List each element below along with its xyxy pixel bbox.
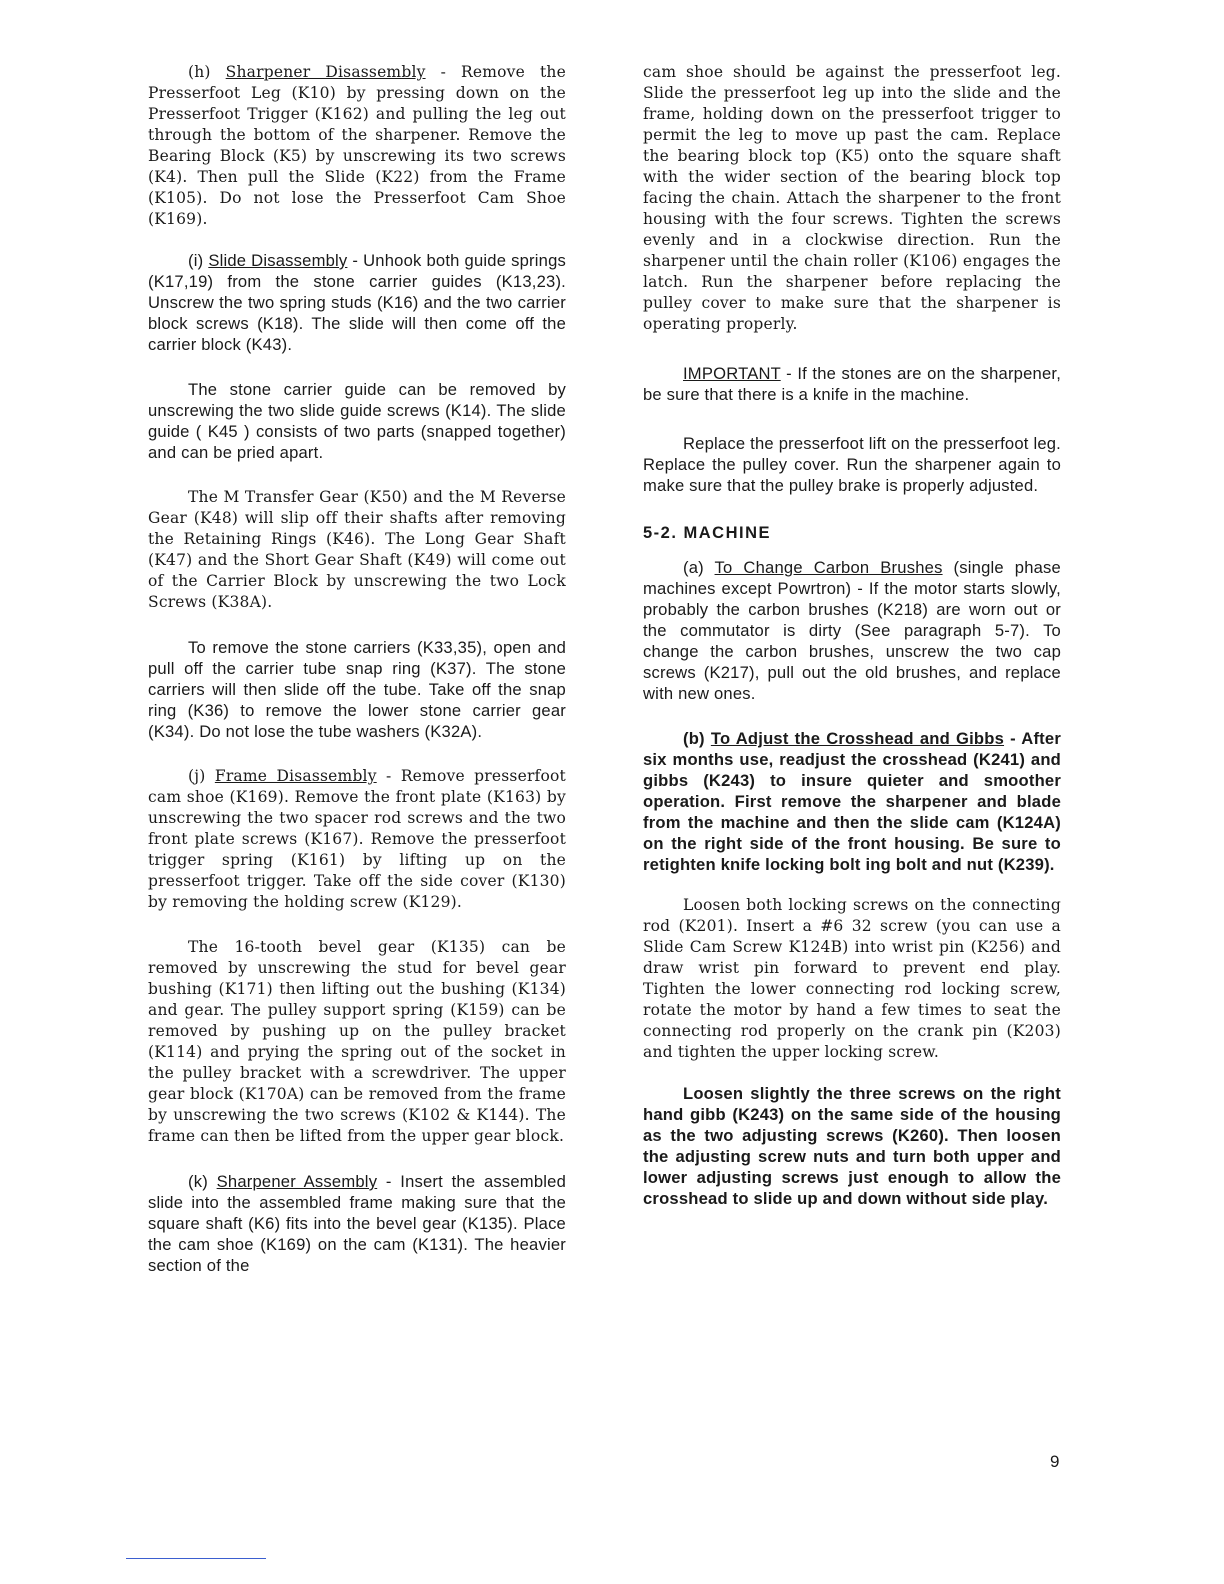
paragraph-sharpener-disassembly (148, 62, 566, 230)
section-heading: 5-2. MACHINE (643, 524, 772, 542)
paragraph-stone-carriers: To remove the stone carriers (K33,35), open and pull off the carrier tube snap ring (K37). The stone carriers will then slide off the tube. Take off the snap ring (K36) to remove the lower stone carrier gear (K34). Do not lose the tube washers (K32A). (148, 638, 566, 741)
step-body: - Insert the assembled slide into the assembled frame making sure that the square shaft (K6) fits into the bevel gear (K135). Place the cam shoe (K169) on the cam (K131). The heavier section of the (148, 1172, 567, 1275)
paragraph-bevel-gear: The 16-tooth bevel gear (K135) can be removed by unscrewing the stud for bevel gear bushing (K171) then lifting out the bushing (K134) and gear. The pulley support spring (K159) can be removed by pushing up on the pulley bracket (K114) and prying the spring out of the socket in the pulley bracket with a screwdriver. The upper gear block (K170A) can be removed from the frame by unscrewing the two screws (K102 & K144). The frame can then be lifted from the upper gear block. (148, 938, 566, 1145)
step-title: Slide Disassembly (208, 251, 348, 270)
right-column (643, 62, 1061, 1209)
step-title: Sharpener Assembly (216, 1172, 378, 1191)
important-title: IMPORTANT (683, 364, 781, 383)
step-title: Frame Disassembly (214, 767, 377, 785)
footer-rule (126, 1558, 266, 1559)
step-body: (single phase machines except Powrtron) - If the motor starts slowly, probably the carbon brushes (K218) are worn out or the commutator is dirty (See paragraph 5-7). To change the carbon brushes, unscrew the two cap screws (K217), pull out the old brushes, and replace with new ones. (643, 558, 1061, 703)
step-label: (k) (188, 1172, 217, 1191)
step-label: (j) (188, 767, 215, 785)
paragraph-stone-carrier-guide: The stone carrier guide can be removed by unscrewing the two slide guide screws (K14). The slide guide ( K45 ) consists of two parts (snapped together) and can be pried apart. (148, 380, 566, 462)
paragraph-carbon-brushes (643, 557, 1061, 704)
paragraph-slide-disassembly (148, 250, 566, 355)
step-label: (a) (683, 558, 715, 577)
step-body: - Remove presserfoot cam shoe (K169). Remove the front plate (K163) by unscrewing the two spacer rod screws and the two front plate screws (K167). Remove the presserfoot trigger spring (K161) by lifting up on the presserfoot trigger. Take off the side cover (K130) by removing the holding screw (K129). (148, 767, 566, 911)
step-title: Sharpener Disassembly (225, 63, 426, 81)
paragraph-frame-disassembly (148, 766, 566, 913)
step-body: - Unhook both guide springs (K17,19) from the stone carrier guides (K13,23). Unscrew the two spring studs (K16) and the two carrier block screws (K18). The slide will then come off the carrier block (K43). (148, 251, 566, 354)
step-label: (b) (683, 729, 711, 748)
step-label: (i) (188, 251, 209, 270)
step-body: - Remove the Presserfoot Leg (K10) by pressing down on the Presserfoot Trigger (K162) and pulling the leg out through the bottom of the sharpener. Remove the Bearing Block (K5) by unscrewing its two screws (K4). Then pull the Slide (K22) from the Frame (K105). Do not lose the Presserfoot Cam Shoe (K169). (148, 63, 566, 228)
step-title: To Change Carbon Brushes (714, 558, 943, 577)
paragraph-gibb-screws: Loosen slightly the three screws on the right hand gibb (K243) on the same side of the housing as the two adjusting screws (K260). Then loosen the adjusting screw nuts and turn both upper and lower adjusting screws just enough to allow the crosshead to slide up and down without side play. (643, 1084, 1061, 1208)
paragraph-important (643, 363, 1061, 405)
paragraph-replace-presserfoot: Replace the presserfoot lift on the presserfoot leg. Replace the pulley cover. Run the sharpener again to make sure that the pulley brake is properly adjusted. (643, 434, 1061, 495)
paragraph-crosshead-gibbs (643, 728, 1061, 875)
important-body: - If the stones are on the sharpener, be sure that there is a knife in the machine. (643, 364, 1061, 404)
left-column (148, 62, 566, 1276)
paragraph-sharpener-assembly (148, 1171, 566, 1276)
step-title: To Adjust the Crosshead and Gibbs (710, 729, 1005, 748)
paragraph-assembly-continued: cam shoe should be against the presserfoot leg. Slide the presserfoot leg up into the slide and the frame, holding down on the presserfoot trigger to permit the leg to move up past the cam. Replace the bearing block top (K5) onto the square shaft with the wider section of the bearing block top facing the chain. Attach the sharpener to the front housing with the four screws. Tighten the screws evenly and in a clockwise direction. Run the sharpener until the chain roller (K106) engages the latch. Run the sharpener before replacing the pulley cover to make sure that the sharpener is operating properly. (643, 63, 1061, 333)
step-body: - After six months use, readjust the crosshead (K241) and gibbs (K243) to insure quieter and smoother operation. First remove the sharpener and blade from the machine and then the slide cam (K124A) on the right side of the front housing. Be sure to retighten knife locking bolt ing bolt and nut (K239). (643, 729, 1061, 874)
page-number: 9 (1050, 1452, 1060, 1471)
paragraph-transfer-gear: The M Transfer Gear (K50) and the M Reverse Gear (K48) will slip off their shafts after removing the Retaining Rings (K46). The Long Gear Shaft (K47) and the Short Gear Shaft (K49) will come out of the Carrier Block by unscrewing the two Lock Screws (K38A). (148, 488, 566, 611)
step-label: (h) (188, 63, 226, 81)
paragraph-locking-screws: Loosen both locking screws on the connecting rod (K201). Insert a #6 32 screw (you can use a Slide Cam Screw K124B) into wrist pin (K256) and draw wrist pin forward to prevent end play. Tighten the lower connecting rod locking screw, rotate the motor by hand a few times to seat the connecting rod properly on the crank pin (K203) and tighten the upper locking screw. (643, 896, 1061, 1061)
